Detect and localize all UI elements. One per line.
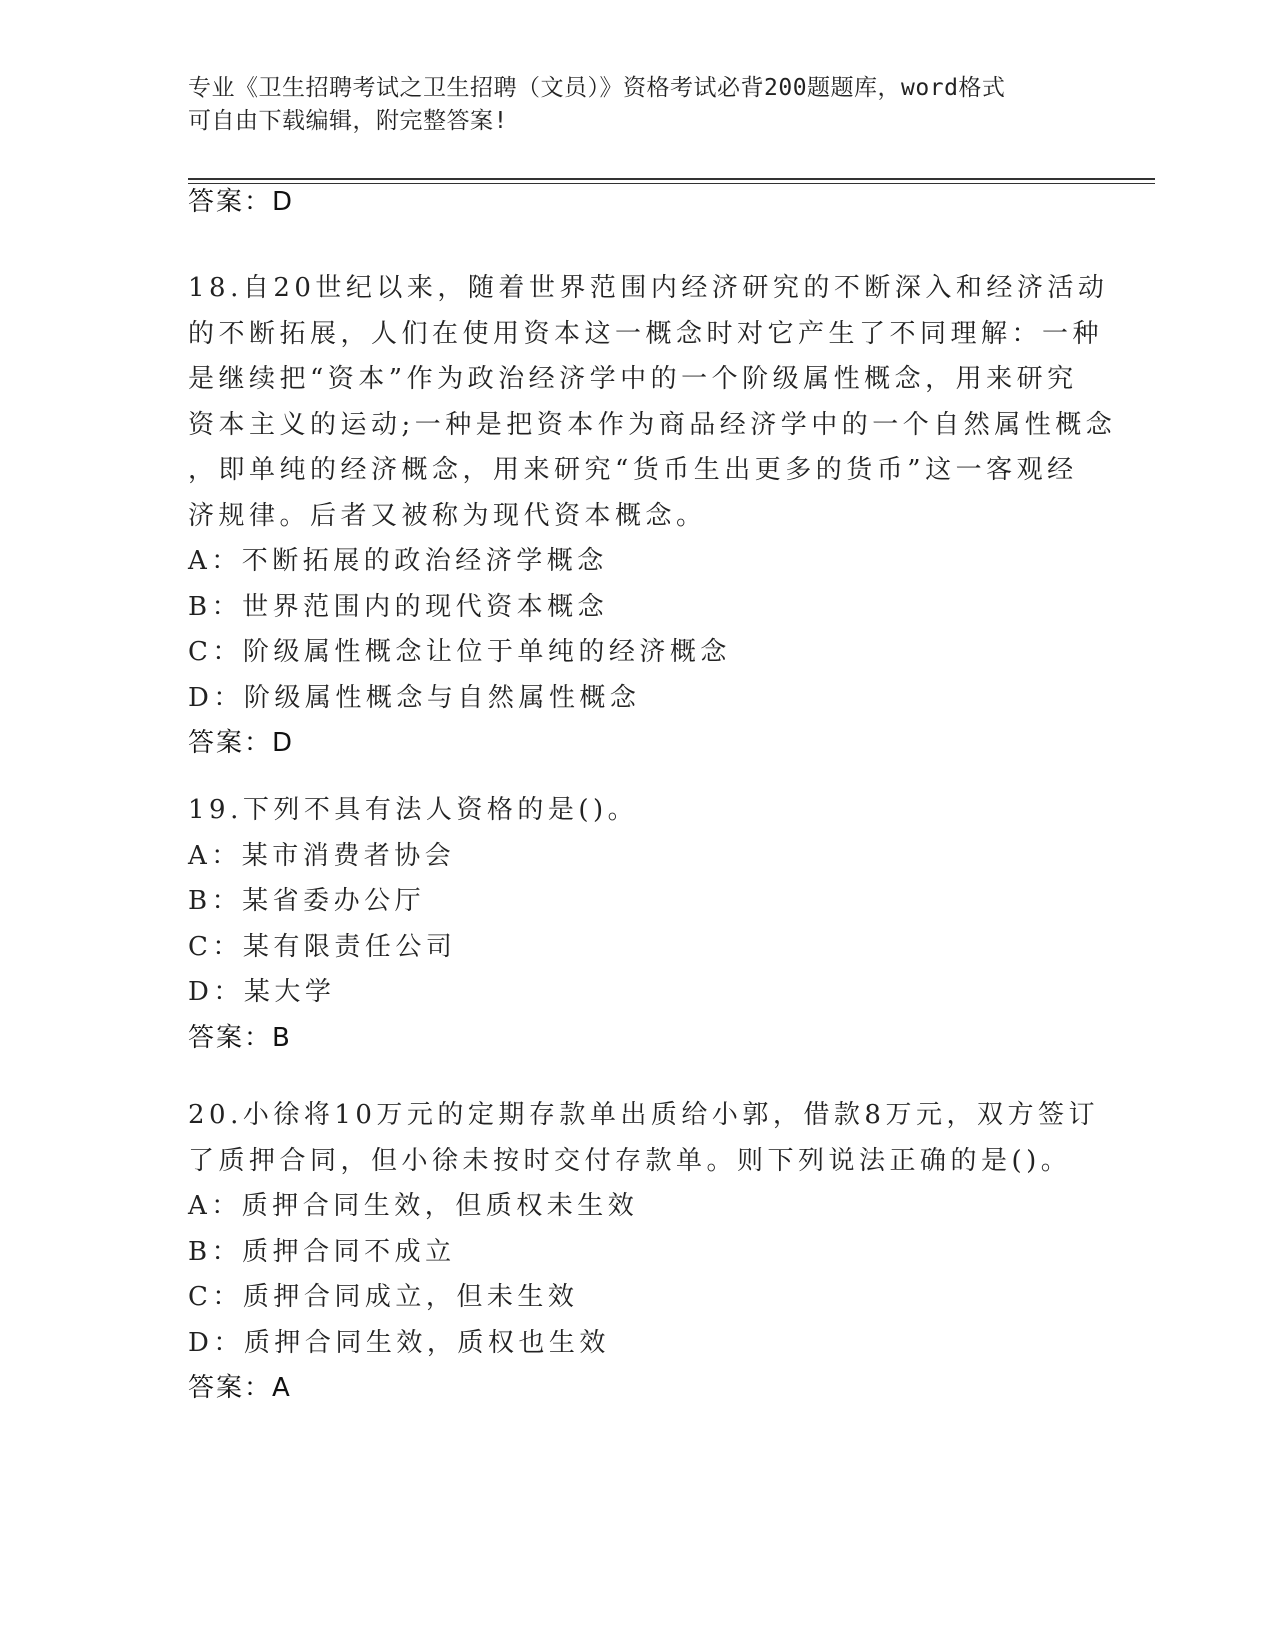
option-c: C：某有限责任公司: [188, 931, 457, 962]
option-b: B：世界范围内的现代资本概念: [188, 591, 609, 622]
header-line-2: 可自由下载编辑，附完整答案!: [188, 108, 508, 134]
question-stem-line: 19.下列不具有法人资格的是()。: [188, 795, 639, 825]
answer: 答案：B: [188, 1022, 292, 1053]
question-20: [188, 1093, 1099, 1411]
question-stem-line: 资本主义的运动;一种是把资本作为商品经济学中的一个自然属性概念: [188, 409, 1117, 440]
question-stem-line: 了质押合同，但小徐未按时交付存款单。则下列说法正确的是()。: [188, 1145, 1072, 1176]
previous-answer: 答案：D: [188, 187, 295, 217]
question-stem-line: ，即单纯的经济概念，用来研究“货币生出更多的货币”这一客观经: [188, 455, 1078, 485]
answer: 答案：D: [188, 728, 295, 758]
option-a: A：质押合同生效，但质权未生效: [188, 1191, 639, 1221]
option-b: B：质押合同不成立: [188, 1236, 456, 1267]
header-divider-thin: [188, 183, 1155, 184]
question-stem-line: 18.自20世纪以来，随着世界范围内经济研究的不断深入和经济活动: [188, 273, 1109, 303]
question-stem-line: 济规律。后者又被称为现代资本概念。: [188, 500, 707, 531]
header-divider: [188, 178, 1155, 180]
question-18: [188, 266, 1117, 766]
answer: 答案：A: [188, 1373, 292, 1403]
option-c: C：质押合同成立，但未生效: [188, 1282, 579, 1312]
option-d: D：某大学: [188, 977, 336, 1007]
question-stem-line: 的不断拓展，人们在使用资本这一概念时对它产生了不同理解：一种: [188, 318, 1104, 349]
option-d: D：阶级属性概念与自然属性概念: [188, 682, 641, 713]
option-a: A：某市消费者协会: [188, 840, 456, 871]
option-c: C：阶级属性概念让位于单纯的经济概念: [188, 637, 731, 667]
question-19: [188, 788, 1088, 1061]
question-stem-line: 20.小徐将10万元的定期存款单出质给小郭，借款8万元，双方签订: [188, 1100, 1099, 1130]
header-line-1: 专业《卫生招聘考试之卫生招聘（文员）》资格考试必背200题题库，word格式: [188, 75, 1006, 101]
page-header: [188, 72, 1068, 138]
option-d: D：质押合同生效，质权也生效: [188, 1327, 610, 1358]
option-b: B：某省委办公厅: [188, 886, 426, 916]
option-a: A：不断拓展的政治经济学概念: [188, 546, 608, 576]
question-stem-line: 是继续把“资本”作为政治经济学中的一个阶级属性概念，用来研究: [188, 364, 1078, 394]
